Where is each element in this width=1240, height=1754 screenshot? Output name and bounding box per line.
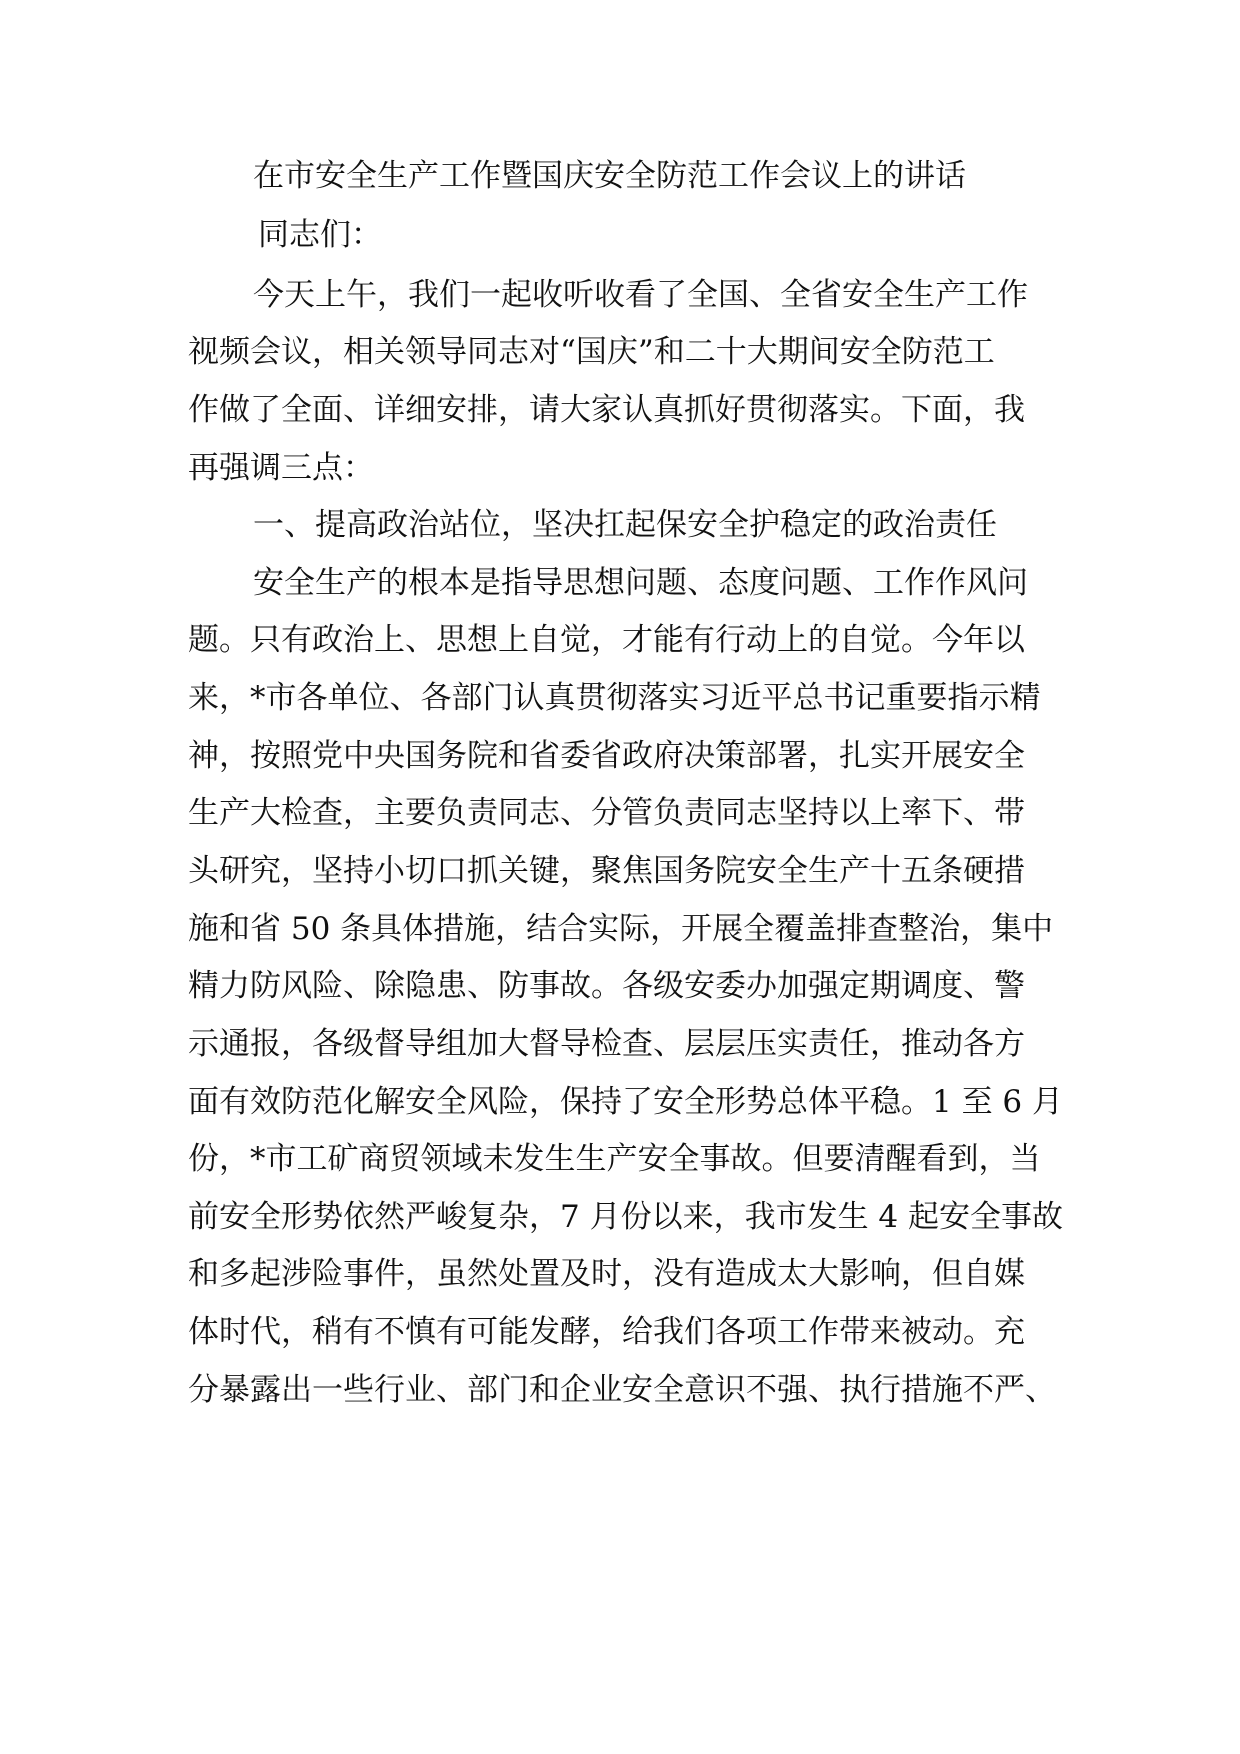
- paragraph-line: 和多起涉险事件，虽然处置及时，没有造成太大影响，但自媒: [188, 1256, 1025, 1292]
- paragraph-line: 前安全形势依然严峻复杂，7 月份以来，我市发生 4 起安全事故: [188, 1199, 1064, 1235]
- paragraph-line: 神，按照党中央国务院和省委省政府决策部署，扎实开展安全: [188, 738, 1025, 774]
- paragraph-line: 体时代，稍有不慎有可能发酵，给我们各项工作带来被动。充: [188, 1314, 1025, 1350]
- paragraph-line: 精力防风险、除隐患、防事故。各级安委办加强定期调度、警: [188, 968, 1025, 1004]
- paragraph-line: 来，*市各单位、各部门认真贯彻落实习近平总书记重要指示精: [188, 680, 1041, 716]
- paragraph-line: 施和省 50 条具体措施，结合实际，开展全覆盖排查整治，集中: [188, 911, 1054, 947]
- section-heading: 一、提高政治站位，坚决扛起保安全护稳定的政治责任: [253, 507, 997, 543]
- paragraph-line: 示通报，各级督导组加大督导检查、层层压实责任，推动各方: [188, 1026, 1025, 1062]
- paragraph-line: 生产大检查，主要负责同志、分管负责同志坚持以上率下、带: [188, 795, 1025, 831]
- salutation: 同志们：: [258, 217, 382, 253]
- paragraph-line: 份，*市工矿商贸领域未发生生产安全事故。但要清醒看到，当: [188, 1141, 1041, 1177]
- document-title: 在市安全生产工作暨国庆安全防范工作会议上的讲话: [253, 158, 966, 194]
- paragraph-line: 分暴露出一些行业、部门和企业安全意识不强、执行措施不严、: [188, 1372, 1056, 1408]
- paragraph-line: 头研究，坚持小切口抓关键，聚焦国务院安全生产十五条硬措: [188, 853, 1025, 889]
- paragraph-line: 视频会议，相关领导同志对“国庆”和二十大期间安全防范工: [188, 334, 995, 370]
- paragraph-line: 作做了全面、详细安排，请大家认真抓好贯彻落实。下面，我: [188, 392, 1025, 428]
- paragraph-line: 今天上午，我们一起收听收看了全国、全省安全生产工作: [253, 277, 1028, 313]
- paragraph-line: 题。只有政治上、思想上自觉，才能有行动上的自觉。今年以: [188, 622, 1025, 658]
- paragraph-line: 面有效防范化解安全风险，保持了安全形势总体平稳。1 至 6 月: [188, 1084, 1064, 1120]
- paragraph-line: 再强调三点：: [188, 450, 374, 486]
- paragraph-line: 安全生产的根本是指导思想问题、态度问题、工作作风问: [253, 565, 1028, 601]
